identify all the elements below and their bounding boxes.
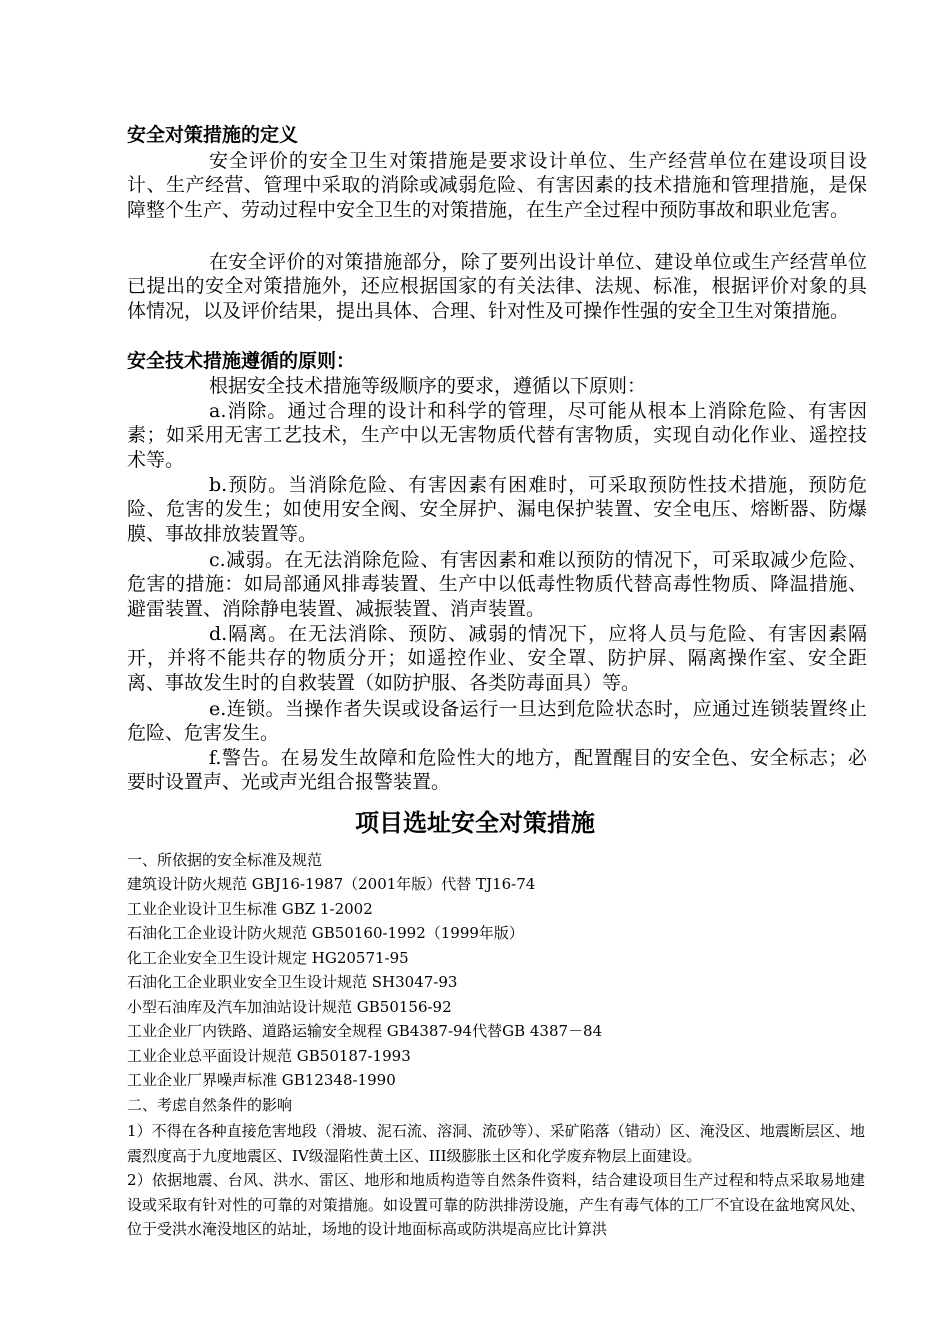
paragraph-definition-2: 在安全评价的对策措施部分，除了要列出设计单位、建设单位或生产经营单位已提出的安全对策措施外，还应根据国家的有关法律、法规、标准，根据评价对象的具体情况，以及评价结果，提出具体、合理、针对性及可操作性强的安全卫生对策措施。 xyxy=(127,251,867,322)
principle-d-isolate: d.隔离。在无法消除、预防、减弱的情况下，应将人员与危险、有害因素隔开，并将不能共存的物质分开；如遥控作业、安全罩、防护屏、隔离操作室、安全距离、事故发生时的自救装置（如防护服、各类防毒面具）等。 xyxy=(127,623,867,694)
standard-item: 工业企业总平面设计规范 GB50187-1993 xyxy=(127,1047,411,1065)
page-title: 项目选址安全对策措施 xyxy=(355,809,595,837)
standard-item: 石油化工企业设计防火规范 GB50160-1992（1999年版） xyxy=(127,924,524,942)
section-heading-principles: 安全技术措施遵循的原则： xyxy=(127,350,356,372)
standard-item: 建筑设计防火规范 GBJ16-1987（2001年版）代替 TJ16-74 xyxy=(127,875,536,893)
principle-c-reduce: c.减弱。在无法消除危险、有害因素和难以预防的情况下，可采取减少危险、危害的措施：如局部通风排毒装置、生产中以低毒性物质代替高毒性物质、降温措施、避雷装置、消除静电装置、减振装置、消声装置。 xyxy=(127,549,867,620)
nature-item-2: 2）依据地震、台风、洪水、雷区、地形和地质构造等自然条件资料，结合建设项目生产过程和特点采取易地建设或采取有针对性的可靠的对策措施。如设置可靠的防洪排涝设施，产生有毒气体的工厂不宜设在盆地窝风处、位于受洪水淹没地区的站址，场地的设计地面标高或防洪堤高应比计算洪 xyxy=(127,1171,865,1238)
standard-item: 小型石油库及汽车加油站设计规范 GB50156-92 xyxy=(127,998,452,1016)
standard-item: 工业企业厂内铁路、道路运输安全规程 GB4387-94代替GB 4387－84 xyxy=(127,1022,603,1040)
standard-item: 工业企业厂界噪声标准 GB12348-1990 xyxy=(127,1071,396,1089)
standard-item: 石油化工企业职业安全卫生设计规范 SH3047-93 xyxy=(127,973,458,991)
principle-a-eliminate: a.消除。通过合理的设计和科学的管理，尽可能从根本上消除危险、有害因素；如采用无害工艺技术，生产中以无害物质代替有害物质，实现自动化作业、遥控技术等。 xyxy=(127,400,867,471)
nature-item-1: 1）不得在各种直接危害地段（滑坡、泥石流、溶洞、流砂等）、采矿陷落（错动）区、淹没区、地震断层区、地震烈度高于九度地震区、IV级湿陷性黄土区、III级膨胀土区和化学废弃物层上面建设。 xyxy=(127,1122,865,1165)
paragraph-principles-intro: 根据安全技术措施等级顺序的要求，遵循以下原则： xyxy=(209,375,647,397)
principle-b-prevent: b.预防。当消除危险、有害因素有困难时，可采取预防性技术措施，预防危险、危害的发生；如使用安全阀、安全屏护、漏电保护装置、安全电压、熔断器、防爆膜、事故排放装置等。 xyxy=(127,474,867,545)
standard-item: 工业企业设计卫生标准 GBZ 1-2002 xyxy=(127,900,373,918)
paragraph-definition-1: 安全评价的安全卫生对策措施是要求设计单位、生产经营单位在建设项目设计、生产经营、管理中采取的消除或减弱危险、有害因素的技术措施和管理措施，是保障整个生产、劳动过程中安全卫生的对策措施，在生产全过程中预防事故和职业危害。 xyxy=(127,150,867,221)
principle-e-interlock: e.连锁。当操作者失误或设备运行一旦达到危险状态时，应通过连锁装置终止危险、危害发生。 xyxy=(127,698,867,745)
section-heading-definition: 安全对策措施的定义 xyxy=(127,124,299,146)
standards-heading: 一、所依据的安全标准及规范 xyxy=(127,851,323,869)
nature-heading: 二、考虑自然条件的影响 xyxy=(127,1096,293,1114)
standard-item: 化工企业安全卫生设计规定 HG20571-95 xyxy=(127,949,409,967)
principle-f-warning: f.警告。在易发生故障和危险性大的地方，配置醒目的安全色、安全标志；必要时设置声、光或声光组合报警装置。 xyxy=(127,747,867,794)
